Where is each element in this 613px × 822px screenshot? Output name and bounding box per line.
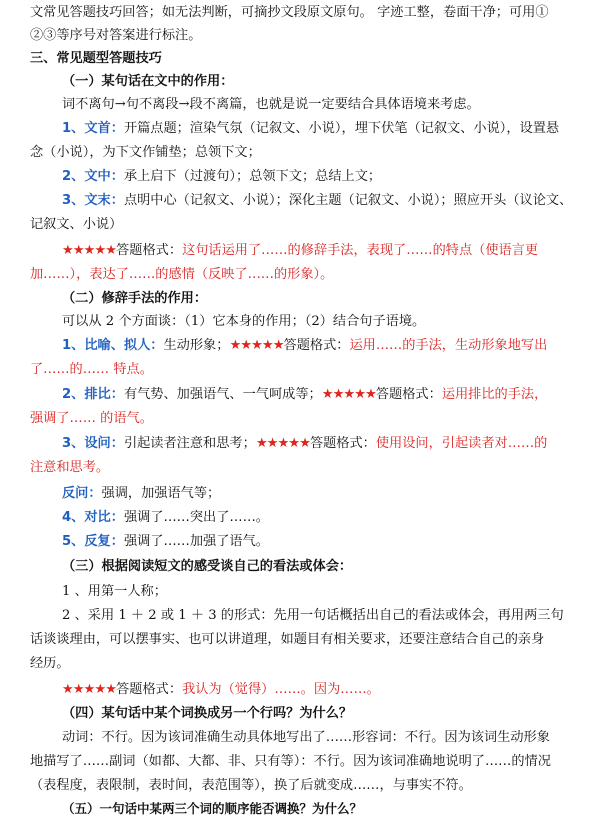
- sub1-item2-label: 2、文中：: [62, 169, 124, 184]
- sub3-p2: 2 、采用 1 ＋ 2 或 1 ＋ 3 的形式：先用一句话概括出自己的看法或体会，再用两三句: [62, 608, 564, 623]
- sub2-item4-label: 反问：: [62, 486, 102, 501]
- sub1-item3: [62, 192, 572, 210]
- sub3-title: （三）根据阅读短文的感受谈自己的看法或体会：: [62, 559, 353, 574]
- sub1-item1-label: 1、文首：: [62, 121, 124, 136]
- sub2-item3-format-cont: 注意和思考。: [30, 460, 110, 475]
- sub1-intro: 词不离句→句不离段→段不离篇，也就是说一定要结合具体语境来考虑。: [62, 97, 480, 112]
- sub1-item3-text: 点明中心（记叙文、小说）；深化主题（记叙文、小说）；照应开头（议论文、: [123, 193, 573, 208]
- sub2-item2-label: 2、排比：: [62, 387, 124, 402]
- intro-line-2: ②③等序号对答案进行标注。: [30, 28, 202, 43]
- sub2-item3-text: 引起读者注意和思考；: [123, 436, 256, 451]
- sub4-p1: 动词：不行。因为该词准确生动具体地写出了……形容词：不行。因为该词生动形象: [62, 730, 550, 745]
- sub2-item5-label: 4、对比：: [62, 510, 124, 525]
- star-rating-icon: ★★★★★: [229, 338, 284, 353]
- sub2-item2-format-label: 答题格式：: [375, 387, 442, 402]
- sub2-item5: [62, 509, 269, 527]
- sub2-item2-format: 运用排比的手法，: [441, 387, 548, 402]
- sub2-item1-format-label: 答题格式：: [283, 338, 350, 353]
- star-rating-icon: ★★★★★: [321, 387, 376, 402]
- sub2-item3: [62, 435, 547, 453]
- sub1-item3-label: 3、文末：: [62, 193, 124, 208]
- sub1-item1-text: 开篇点题；渲染气氛（记叙文、小说），埋下伏笔（记叙文、小说），设置悬: [123, 121, 560, 136]
- sub2-item6-text: 强调了……加强了语气。: [123, 534, 269, 549]
- sub1-format-text: 这句话运用了……的修辞手法，表现了……的特点（使语言更: [182, 243, 539, 258]
- sub2-item2-text: 有气势、加强语气、一气呵成等；: [123, 387, 322, 402]
- sub2-item1: [62, 337, 547, 355]
- sub2-item1-format: 运用……的手法，生动形象地写出: [349, 338, 548, 353]
- sub3-p2-end: 经历。: [30, 656, 70, 671]
- sub1-format-cont: 加……），表达了……的感情（反映了……的形象）。: [30, 267, 334, 282]
- sub2-item1-text: 生动形象；: [163, 338, 230, 353]
- sub3-p1: 1 、用第一人称；: [62, 584, 167, 599]
- sub2-item1-format-cont: 了……的…… 特点。: [30, 362, 153, 377]
- sub2-item5-text: 强调了……突出了……。: [123, 510, 269, 525]
- sub2-item6-label: 5、反复：: [62, 534, 124, 549]
- intro-line-1: 文常见答题技巧回答；如无法判断，可摘抄文段原文原句。 字迹工整，卷面干净；可用①: [30, 5, 549, 20]
- sub4-p3: （表程度，表限制，表时间，表范围等），换了后就变成……，与事实不符。: [30, 778, 472, 793]
- sub4-p2: 地描写了……副词（如都、大都、非、只有等）：不行。因为该词准确地说明了……的情况: [30, 754, 551, 769]
- sub1-item3-cont: 记叙文、小说）: [30, 217, 123, 232]
- sub3-format-label: 答题格式：: [116, 682, 183, 697]
- sub2-item4: [62, 485, 220, 503]
- sub1-item2: [62, 168, 381, 186]
- sub3-p2-cont: 话谈谈理由，可以摆事实、也可以讲道理，如题目有相关要求，还要注意结合自己的亲身: [30, 632, 545, 647]
- sub1-item2-text: 承上启下（过渡句）；总领下文；总结上文；: [123, 169, 382, 184]
- sub2-title: （二）修辞手法的作用：: [62, 291, 208, 306]
- section-3-title: 三、常见题型答题技巧: [30, 51, 162, 66]
- sub5-title: （五）一句话中某两三个词的顺序能否调换？为什么？: [62, 801, 363, 816]
- sub1-item1: [62, 120, 559, 138]
- sub2-item4-text: 强调，加强语气等；: [101, 486, 221, 501]
- sub3-format-text: 我认为（觉得）……。因为……。: [182, 682, 380, 697]
- sub3-format: [62, 681, 380, 699]
- sub1-title: （一）某句话在文中的作用：: [62, 74, 234, 89]
- sub2-item3-format-label: 答题格式：: [309, 436, 376, 451]
- sub2-item2-format-cont: 强调了…… 的语气。: [30, 411, 153, 426]
- star-rating-icon: ★★★★★: [255, 436, 310, 451]
- sub1-format-label: 答题格式：: [116, 243, 183, 258]
- sub1-item1-cont: 念（小说），为下文作铺垫；总领下文；: [30, 145, 261, 160]
- star-rating-icon: ★★★★★: [62, 243, 117, 258]
- sub2-item6: [62, 533, 269, 551]
- sub2-item2: [62, 386, 547, 404]
- sub2-item3-format: 使用设问，引起读者对……的: [375, 436, 548, 451]
- sub4-title: （四）某句话中某个词换成另一个行吗？为什么？: [62, 706, 353, 721]
- sub1-format: [62, 242, 538, 260]
- star-rating-icon: ★★★★★: [62, 682, 117, 697]
- sub2-intro: 可以从 2 个方面谈：（1）它本身的作用；（2）结合句子语境。: [62, 314, 426, 329]
- sub2-item3-label: 3、设问：: [62, 436, 124, 451]
- sub2-item1-label: 1、比喻、拟人：: [62, 338, 164, 353]
